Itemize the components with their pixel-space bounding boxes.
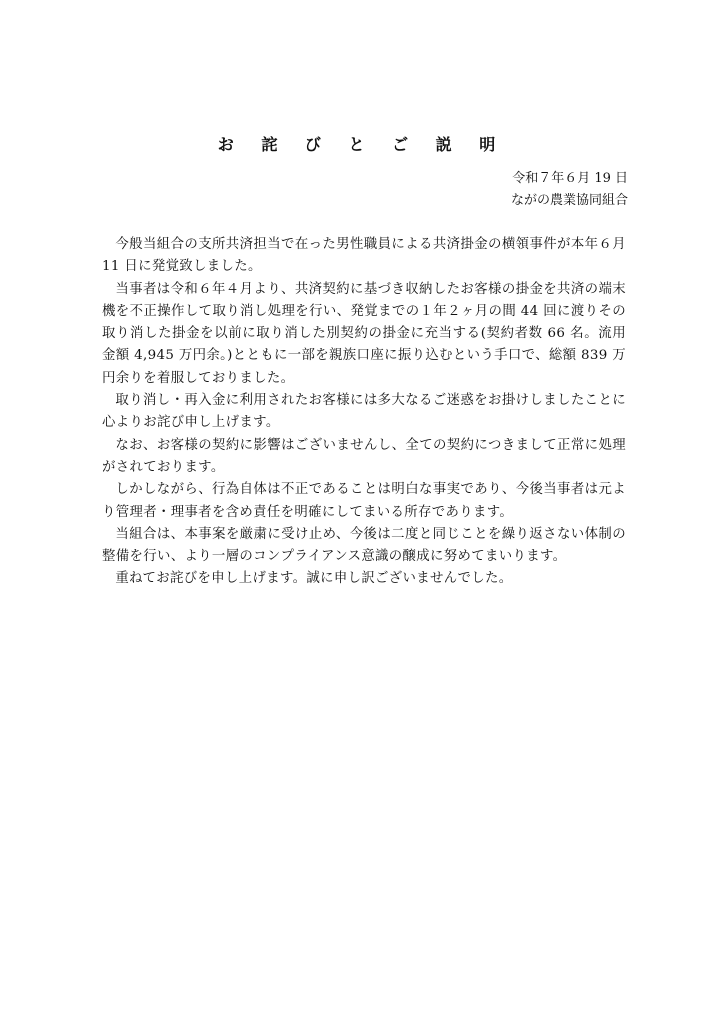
- document-body: [102, 234, 626, 591]
- paragraph-responsibility: しかしながら、行為自体は不正であることは明白な事実であり、今後当事者は元より管理者・理事者を含め責任を明確にしてまいる所存であります。: [102, 482, 626, 520]
- paragraph-incident-details: 当事者は令和６年４月より、共済契約に基づき収納したお客様の掛金を共済の端末機を不正操作して取り消し処理を行い、発覚までの１年２ヶ月の間 44 回に渡りその取り消した掛金を以前に取り消した別契約の掛金に充当する(契約者数 66 名。流用金額 4,945 万円余。)とともに一部を親族口座に振り込むという手口で、総額 839 万円余りを着服しておりました。: [102, 281, 626, 386]
- paragraph-incident-overview: 今般当組合の支所共済担当で在った男性職員による共済掛金の横領事件が本年６月 11 日に発覚致しました。: [102, 237, 626, 275]
- document-header-meta: [511, 168, 628, 212]
- document-date: 令和７年６月 19 日: [512, 171, 628, 186]
- document-title: お 詫 び と ご 説 明: [217, 135, 507, 154]
- paragraph-contract-status: なお、お客様の契約に影響はございませんし、全ての契約につきまして正常に処理がされております。: [102, 437, 626, 475]
- paragraph-prevention: 当組合は、本事案を厳粛に受け止め、今後は二度と同じことを繰り返さない体制の整備を行い、より一層のコンプライアンス意識の醸成に努めてまいります。: [102, 526, 626, 565]
- paragraph-apology-customers: 取り消し・再入金に利用されたお客様には多大なるご迷惑をお掛けしましたことに心よりお詫び申し上げます。: [102, 393, 626, 431]
- paragraph-closing-apology: 重ねてお詫びを申し上げます。誠に申し訳ございませんでした。: [115, 571, 513, 587]
- issuing-organization: ながの農業協同組合: [510, 193, 628, 208]
